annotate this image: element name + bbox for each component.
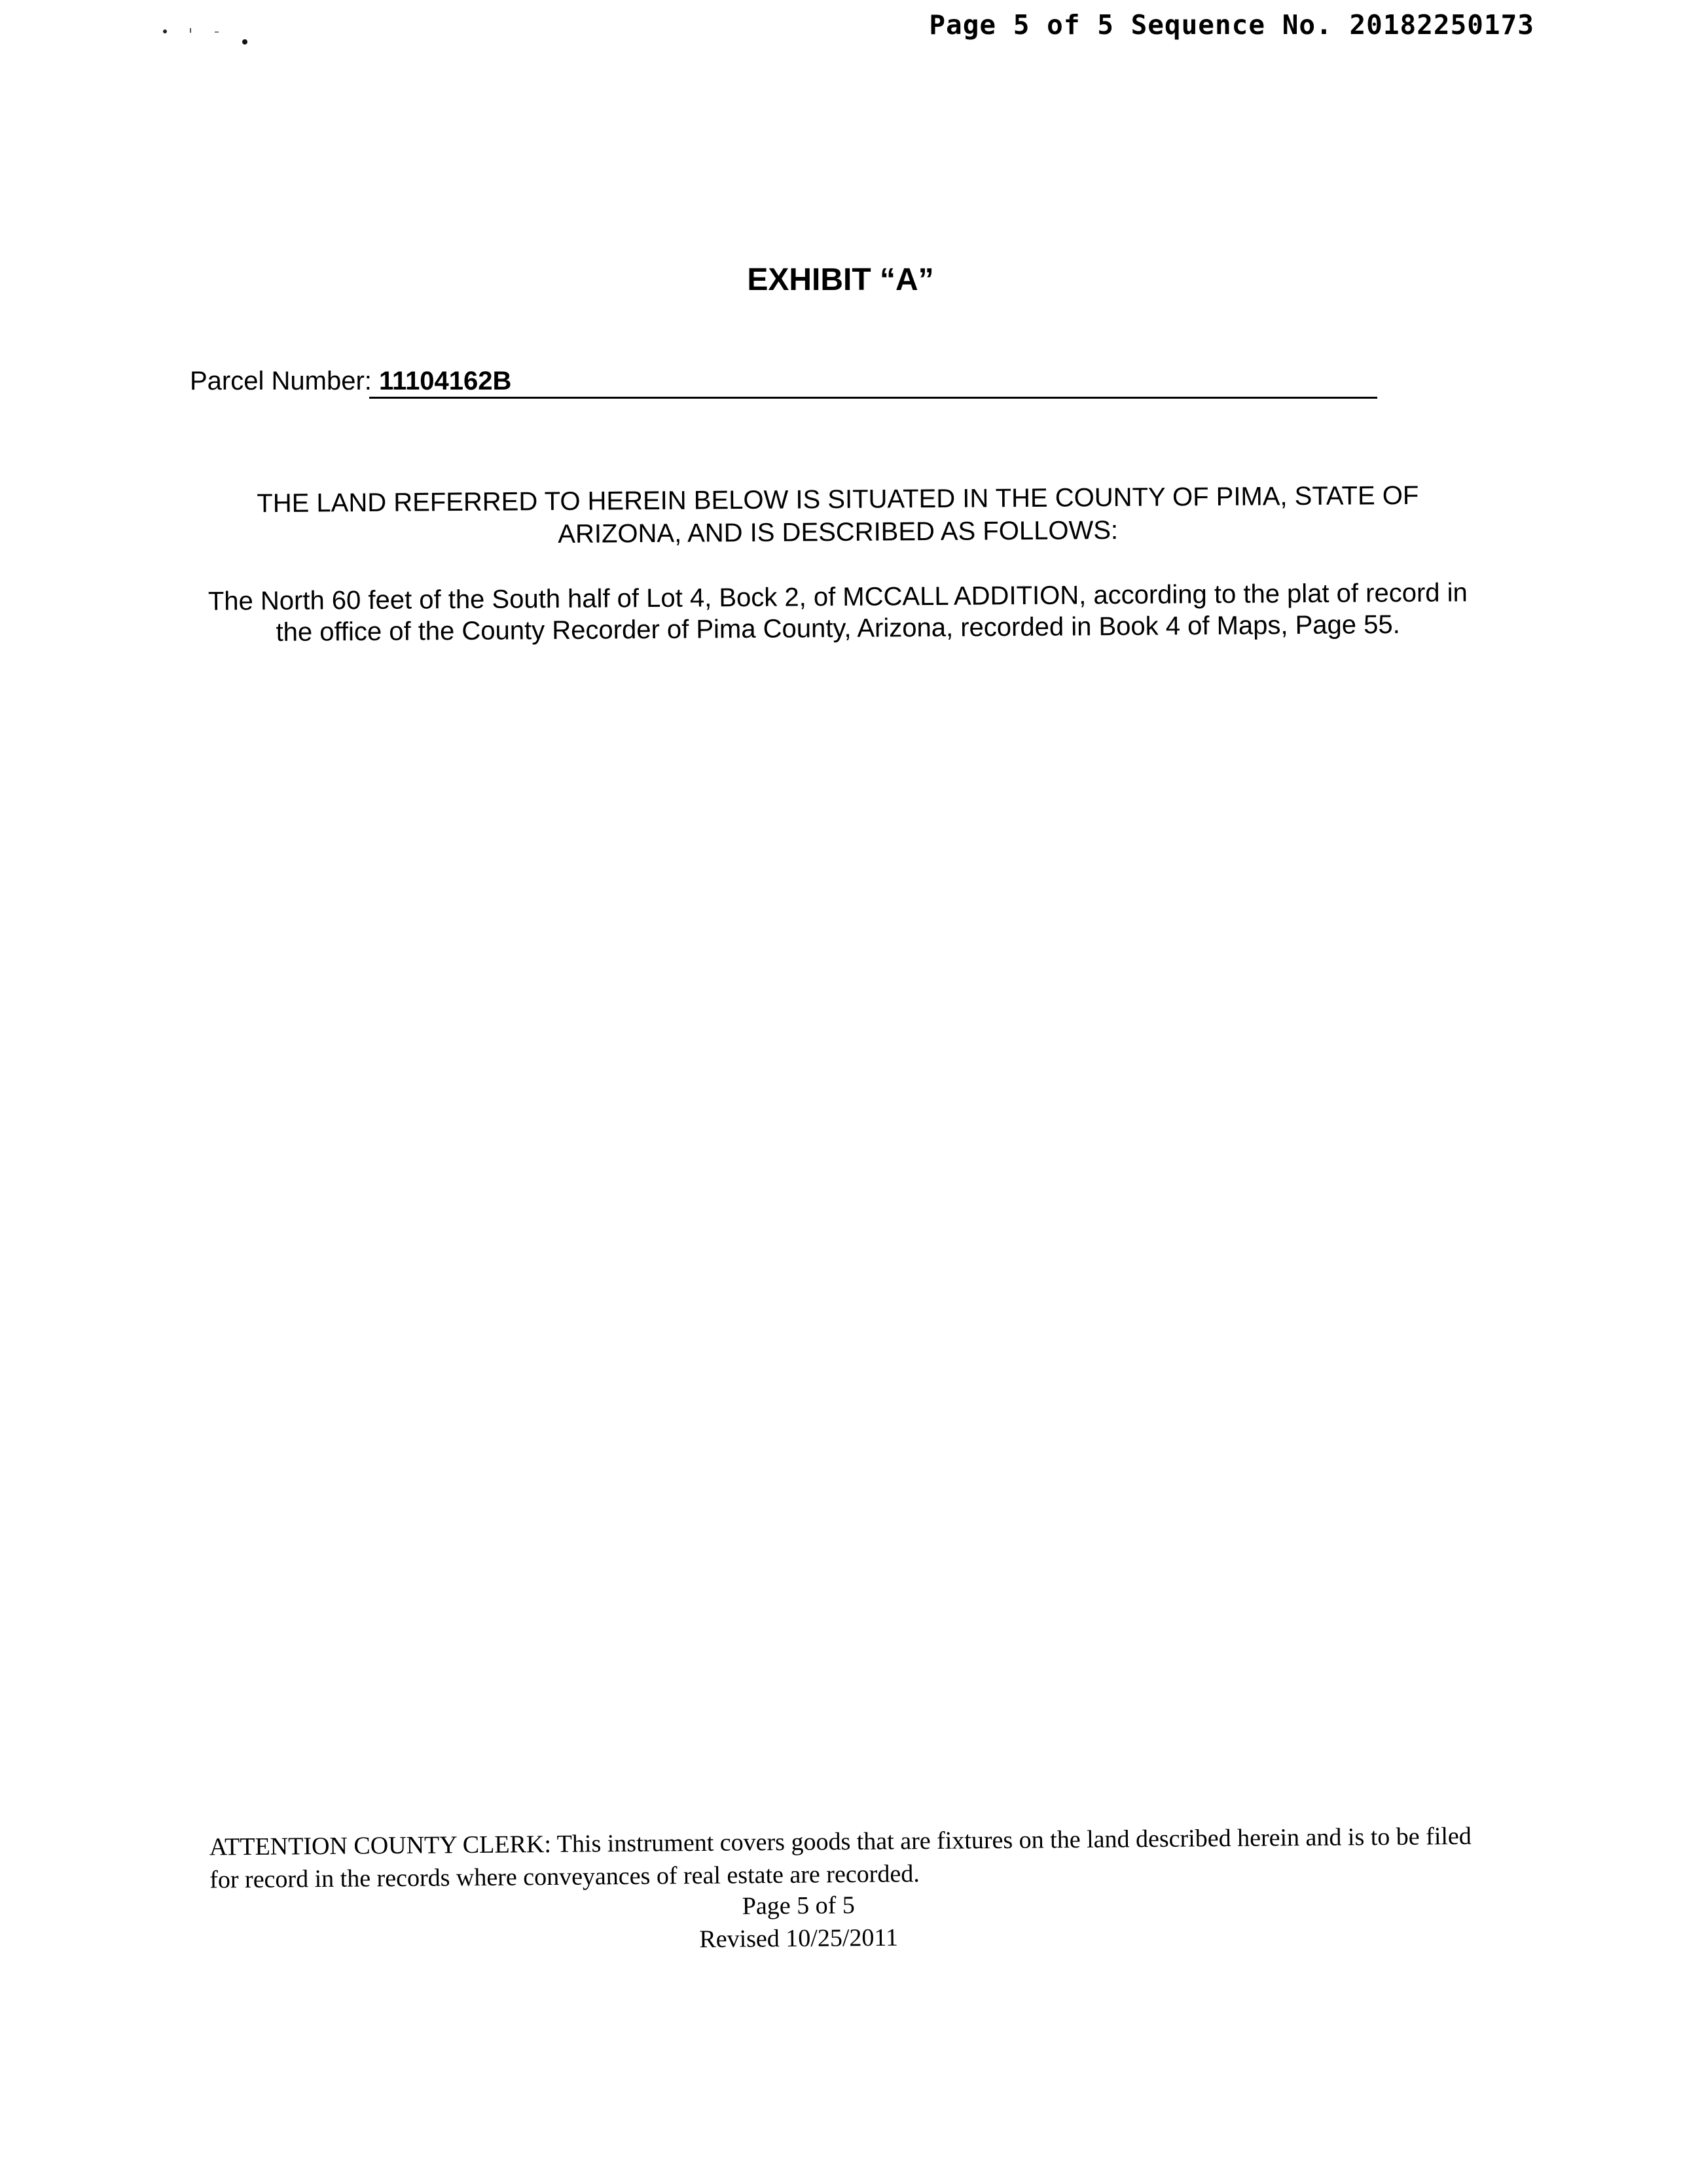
scan-artifact-marks bbox=[162, 25, 254, 51]
parcel-underline bbox=[369, 397, 1377, 399]
legal-description: The North 60 feet of the South half of Lot 4, Bock 2, of MCCALL ADDITION, according to the plat of record in the office of the County Recorder of Pima County, Arizona, recorded in Book 4 of Maps, Page 55. bbox=[208, 578, 1468, 647]
parcel-number-value: 11104162B bbox=[378, 367, 512, 395]
county-clerk-notice: ATTENTION COUNTY CLERK: This instrument covers goods that are fixtures on the land described herein and is to be filed for record in the records where conveyances of real estate are recorded. bbox=[209, 1822, 1472, 1894]
exhibit-title: EXHIBIT “A” bbox=[747, 263, 934, 297]
scan-tick bbox=[190, 28, 191, 33]
recording-stamp: Page 5 of 5 Sequence No. 20182250173 bbox=[929, 9, 1534, 41]
scan-dash bbox=[215, 31, 219, 33]
scan-dot bbox=[242, 39, 247, 45]
footer-page-number: Page 5 of 5 bbox=[742, 1891, 855, 1920]
footer-page-info bbox=[209, 1884, 1388, 1960]
parcel-number-label: Parcel Number: bbox=[190, 367, 379, 395]
parcel-number-row bbox=[190, 367, 511, 396]
footer-revision-date: Revised 10/25/2011 bbox=[699, 1923, 899, 1954]
land-situation-heading: THE LAND REFERRED TO HEREIN BELOW IS SITUATED IN THE COUNTY OF PIMA, STATE OF ARIZONA, AND IS DESCRIBED AS FOLLOWS: bbox=[257, 481, 1419, 549]
scan-dot bbox=[163, 29, 167, 33]
